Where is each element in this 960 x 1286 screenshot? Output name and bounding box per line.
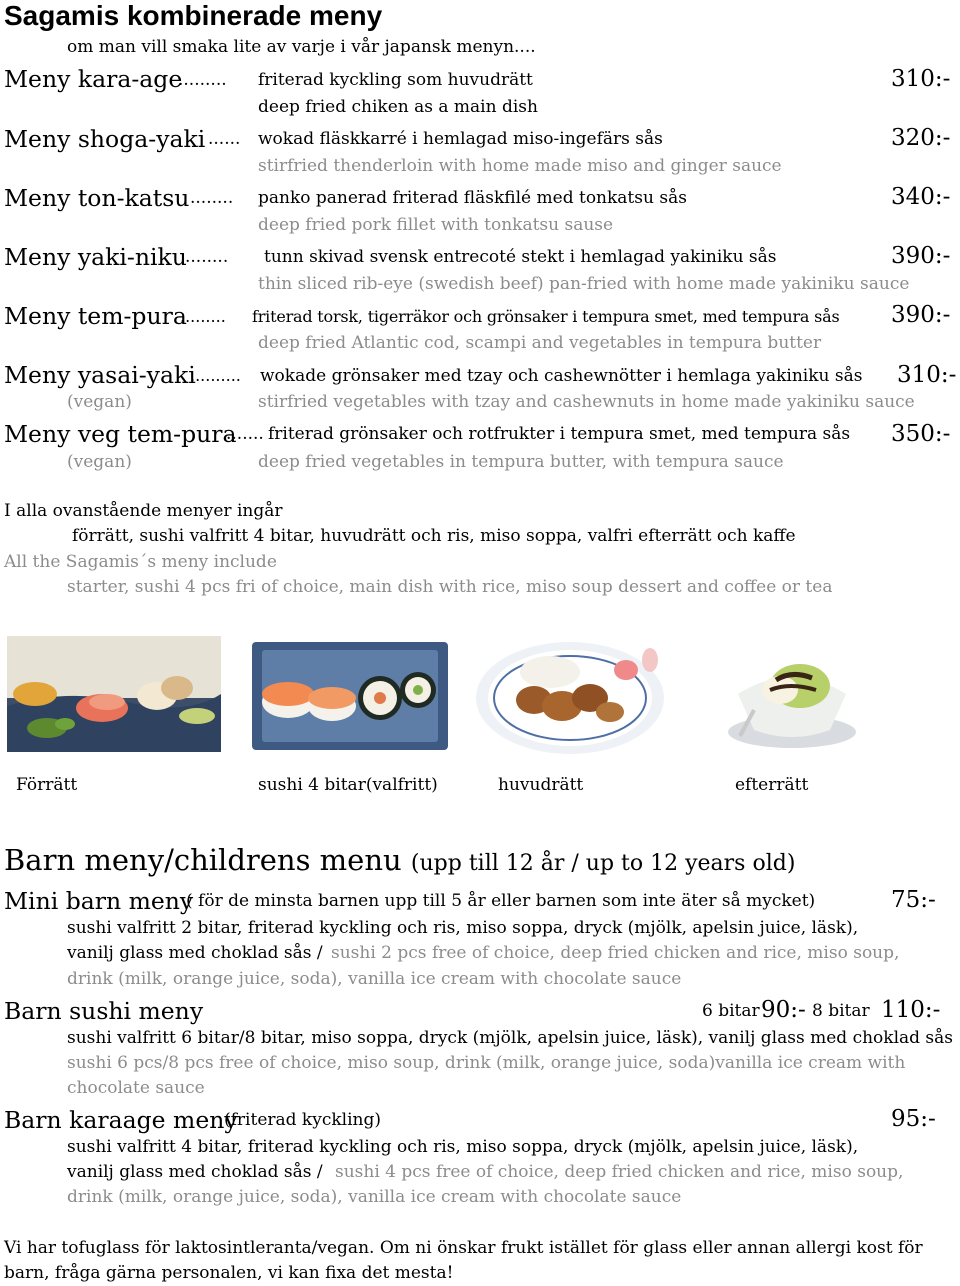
menu-item-description-en: deep fried vegetables in tempura butter, with tempura sauce xyxy=(258,452,784,472)
dessert-photo xyxy=(720,640,865,754)
menu-item-name: Meny veg tem-pura xyxy=(4,420,237,448)
kids-item-name: Barn karaage meny xyxy=(4,1106,238,1134)
kids-item-description-sv: sushi valfritt 6 bitar/8 bitar, miso soppa, dryck (mjölk, apelsin juice, läsk), vanilj glass med choklad sås xyxy=(67,1028,954,1048)
includes-body-sv: förrätt, sushi valfritt 4 bitar, huvudrätt och ris, miso soppa, valfri efterrätt och kaffe xyxy=(72,526,796,546)
karaage-photo xyxy=(474,626,670,754)
includes-heading-sv: I alla ovanstående menyer ingår xyxy=(4,501,283,521)
menu-item-description-en: deep fried pork fillet with tonkatsu sause xyxy=(258,215,614,235)
menu-item-price: 340:- xyxy=(891,184,951,210)
kids-item-description-sv: sushi valfritt 2 bitar, friterad kyckling och ris, miso soppa, dryck (mjölk, apelsin juice, läsk), xyxy=(67,918,859,938)
page-title: Sagamis kombinerade meny xyxy=(4,0,383,31)
menu-item-description-sv: panko panerad friterad fläskfilé med tonkatsu sås xyxy=(258,188,687,208)
menu-item-name: Meny yasai-yaki xyxy=(4,361,196,389)
menu-item-name: Meny ton-katsu xyxy=(4,184,190,212)
page-subtitle: om man vill smaka lite av varje i vår japansk menyn.... xyxy=(67,37,536,57)
kids-item-price: 95:- xyxy=(891,1106,936,1132)
menu-item-description-en: deep fried Atlantic cod, scampi and vegetables in tempura butter xyxy=(258,333,822,353)
menu-item-name: Meny kara-age xyxy=(4,65,183,93)
menu-item-price: 390:- xyxy=(891,302,951,328)
menu-item-description-en: stirfried thenderloin with home made miso and ginger sauce xyxy=(258,156,782,176)
kids-item-description-sv: vanilj glass med choklad sås / xyxy=(67,1162,323,1182)
kids-item-description-en: drink (milk, orange juice, soda), vanilla ice cream with chocolate sauce xyxy=(67,1187,682,1207)
menu-item-description-sv: wokade grönsaker med tzay och cashewnötter i hemlaga yakiniku sås xyxy=(260,366,863,386)
kids-item-price: 75:- xyxy=(891,887,936,913)
includes-body-en: starter, sushi 4 pcs fri of choice, main dish with rice, miso soup dessert and coffee or tea xyxy=(67,577,833,597)
menu-item-dots: ........ xyxy=(185,247,229,267)
kids-item-description-sv: vanilj glass med choklad sås / xyxy=(67,943,323,963)
kids-item-note: (friterad kyckling) xyxy=(224,1110,381,1130)
menu-item-description-sv: friterad torsk, tigerräkor och grönsaker i tempura smet, med tempura sås xyxy=(252,307,840,326)
kids-menu-age-note: (upp till 12 år / up to 12 years old) xyxy=(410,851,796,876)
kids-menu-heading xyxy=(4,843,795,877)
kids-item-price-8: 110:- xyxy=(881,997,941,1023)
kids-menu-title: Barn meny/childrens menu xyxy=(4,843,402,877)
kids-item-name: Mini barn meny xyxy=(4,887,194,915)
menu-item-price: 310:- xyxy=(891,66,951,92)
kids-item-price-6: 90:- xyxy=(761,997,806,1023)
menu-item-description-sv: friterad kyckling som huvudrätt xyxy=(258,70,533,90)
menu-item-price: 320:- xyxy=(891,125,951,151)
kids-item-description-en: chocolate sauce xyxy=(67,1078,205,1098)
menu-item-description-en: stirfried vegetables with tzay and cashewnuts in home made yakiniku sauce xyxy=(258,392,915,412)
menu-item-price: 390:- xyxy=(891,243,951,269)
menu-item-price: 350:- xyxy=(891,421,951,447)
photo-caption: Förrätt xyxy=(16,775,78,795)
footer-note: barn, fråga gärna personalen, vi kan fixa det mesta! xyxy=(4,1263,454,1283)
kids-item-note: ( för de minsta barnen upp till 5 år eller barnen som inte äter så mycket) xyxy=(186,891,816,911)
kids-item-description-en: drink (milk, orange juice, soda), vanilla ice cream with chocolate sauce xyxy=(67,969,682,989)
menu-item-description-en: thin sliced rib-eye (swedish beef) pan-fried with home made yakiniku sauce xyxy=(258,274,910,294)
menu-item-name: Meny tem-pura xyxy=(4,302,187,330)
vegan-tag: (vegan) xyxy=(67,392,132,412)
menu-item-dots: ......... xyxy=(178,70,227,90)
menu-item-description-sv: tunn skivad svensk entrecoté stekt i hemlagad yakiniku sås xyxy=(264,247,777,267)
menu-item-dots: ....... xyxy=(226,424,264,444)
kids-item-size-6: 6 bitar xyxy=(702,1001,760,1021)
includes-heading-en: All the Sagamis´s meny include xyxy=(4,552,277,572)
menu-item-description-en: deep fried chiken as a main dish xyxy=(258,97,538,117)
menu-item-description-sv: wokad fläskkarré i hemlagad miso-ingefärs sås xyxy=(258,129,663,149)
menu-item-dots: ......... xyxy=(180,307,226,326)
footer-note: Vi har tofuglass för laktosintleranta/vegan. Om ni önskar frukt istället för glass eller annan allergi kost för xyxy=(4,1238,923,1258)
appetizer-photo xyxy=(7,636,221,752)
vegan-tag: (vegan) xyxy=(67,452,132,472)
menu-item-dots: ........ xyxy=(190,188,234,208)
menu-item-name: Meny yaki-niku xyxy=(4,243,187,271)
photo-caption: sushi 4 bitar(valfritt) xyxy=(258,775,438,795)
menu-item-dots: .......... xyxy=(190,366,241,385)
menu-item-description-sv: friterad grönsaker och rotfrukter i tempura smet, med tempura sås xyxy=(268,424,851,444)
kids-item-name: Barn sushi meny xyxy=(4,997,204,1025)
kids-item-description-sv: sushi valfritt 4 bitar, friterad kyckling och ris, miso soppa, dryck (mjölk, apelsin juice, läsk), xyxy=(67,1137,859,1157)
menu-item-dots: ...... xyxy=(208,129,241,149)
kids-item-description-en: sushi 6 pcs/8 pcs free of choice, miso soup, drink (milk, orange juice, soda)vanilla ice cream with xyxy=(67,1053,906,1073)
menu-item-name: Meny shoga-yaki xyxy=(4,125,206,153)
photo-caption: huvudrätt xyxy=(498,775,584,795)
photo-caption: efterrätt xyxy=(735,775,809,795)
menu-item-price: 310:- xyxy=(897,362,957,388)
kids-item-size-8: 8 bitar xyxy=(812,1001,870,1021)
kids-item-description-en: sushi 2 pcs free of choice, deep fried chicken and rice, miso soup, xyxy=(331,943,900,963)
kids-item-description-en: sushi 4 pcs free of choice, deep fried chicken and rice, miso soup, xyxy=(335,1162,904,1182)
sushi-photo xyxy=(248,636,452,754)
